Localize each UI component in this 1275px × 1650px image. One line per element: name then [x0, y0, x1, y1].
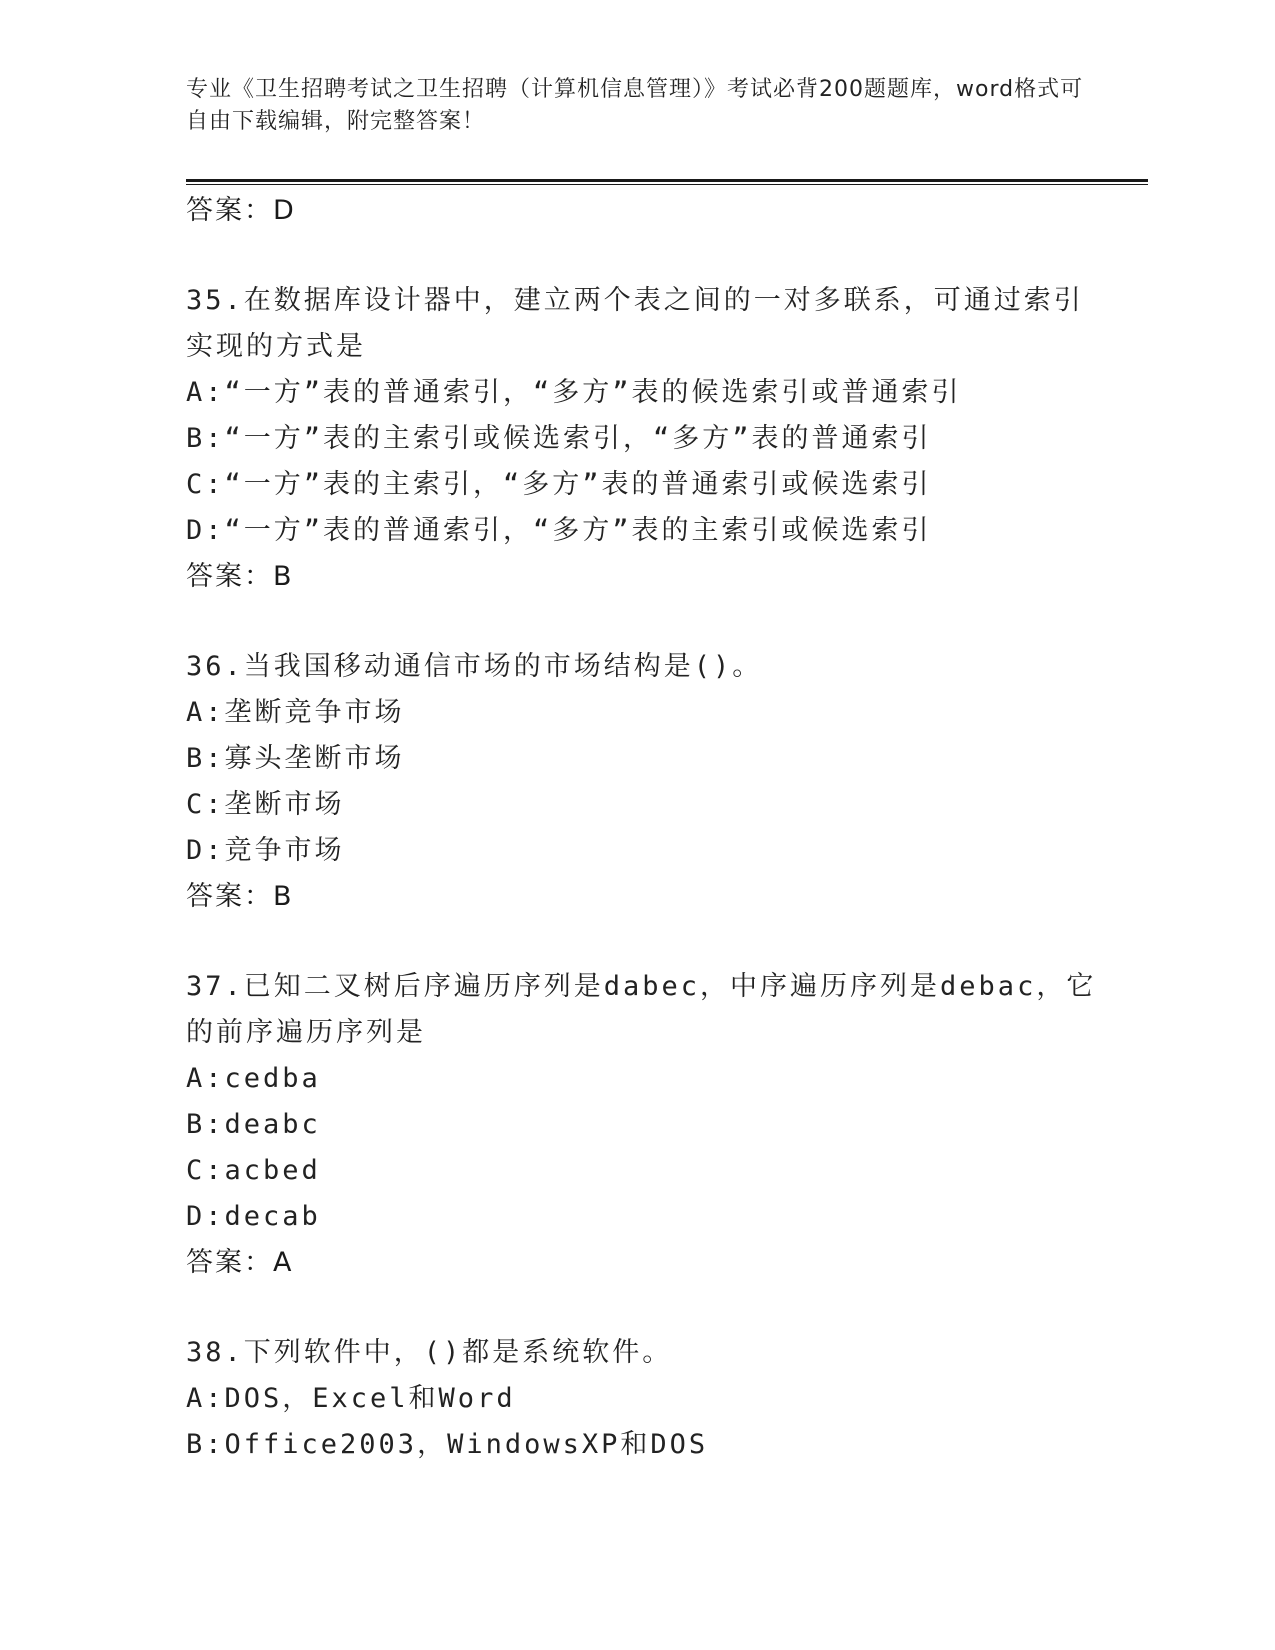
option-b: B:Office2003，WindowsXP和DOS	[186, 1429, 709, 1460]
option-c: C:垄断市场	[186, 789, 345, 820]
option-d: D:decab	[186, 1201, 321, 1232]
question-block	[186, 278, 1106, 600]
option-d: D:“一方”表的普通索引，“多方”表的主索引或候选索引	[186, 515, 932, 546]
question-stem: 37.已知二叉树后序遍历序列是dabec，中序遍历序列是debac，它的前序遍历序列是	[186, 971, 1097, 1048]
question-block	[186, 1330, 1106, 1468]
option-b: B:寡头垄断市场	[186, 743, 405, 774]
option-a: A:“一方”表的普通索引，“多方”表的候选索引或普通索引	[186, 377, 962, 408]
question-block	[186, 964, 1106, 1286]
answer-line: 答案：B	[186, 881, 294, 912]
question-block	[186, 644, 1106, 920]
answer-line: 答案：D	[186, 195, 296, 226]
option-c: C:acbed	[186, 1155, 321, 1186]
spacer	[186, 234, 1106, 278]
option-b: B:“一方”表的主索引或候选索引，“多方”表的普通索引	[186, 423, 932, 454]
spacer	[186, 1286, 1106, 1330]
question-list	[186, 188, 1106, 1468]
question-stem: 35.在数据库设计器中，建立两个表之间的一对多联系，可通过索引实现的方式是	[186, 285, 1084, 362]
spacer	[186, 600, 1106, 644]
header-divider-thin	[186, 184, 1148, 185]
header-divider-thick	[186, 179, 1148, 182]
document-header: 专业《卫生招聘考试之卫生招聘（计算机信息管理）》考试必背200题题库，word格式可自由下载编辑，附完整答案！	[186, 77, 1084, 134]
option-a: A:cedba	[186, 1063, 321, 1094]
answer-line: 答案：A	[186, 1247, 294, 1278]
option-a: A:垄断竞争市场	[186, 697, 405, 728]
question-stem: 36.当我国移动通信市场的市场结构是()。	[186, 651, 763, 682]
option-a: A:DOS，Excel和Word	[186, 1383, 516, 1414]
option-d: D:竞争市场	[186, 835, 345, 866]
question-stem: 38.下列软件中，()都是系统软件。	[186, 1337, 673, 1368]
answer-line: 答案：B	[186, 561, 294, 592]
spacer	[186, 920, 1106, 964]
option-b: B:deabc	[186, 1109, 321, 1140]
option-c: C:“一方”表的主索引，“多方”表的普通索引或候选索引	[186, 469, 932, 500]
